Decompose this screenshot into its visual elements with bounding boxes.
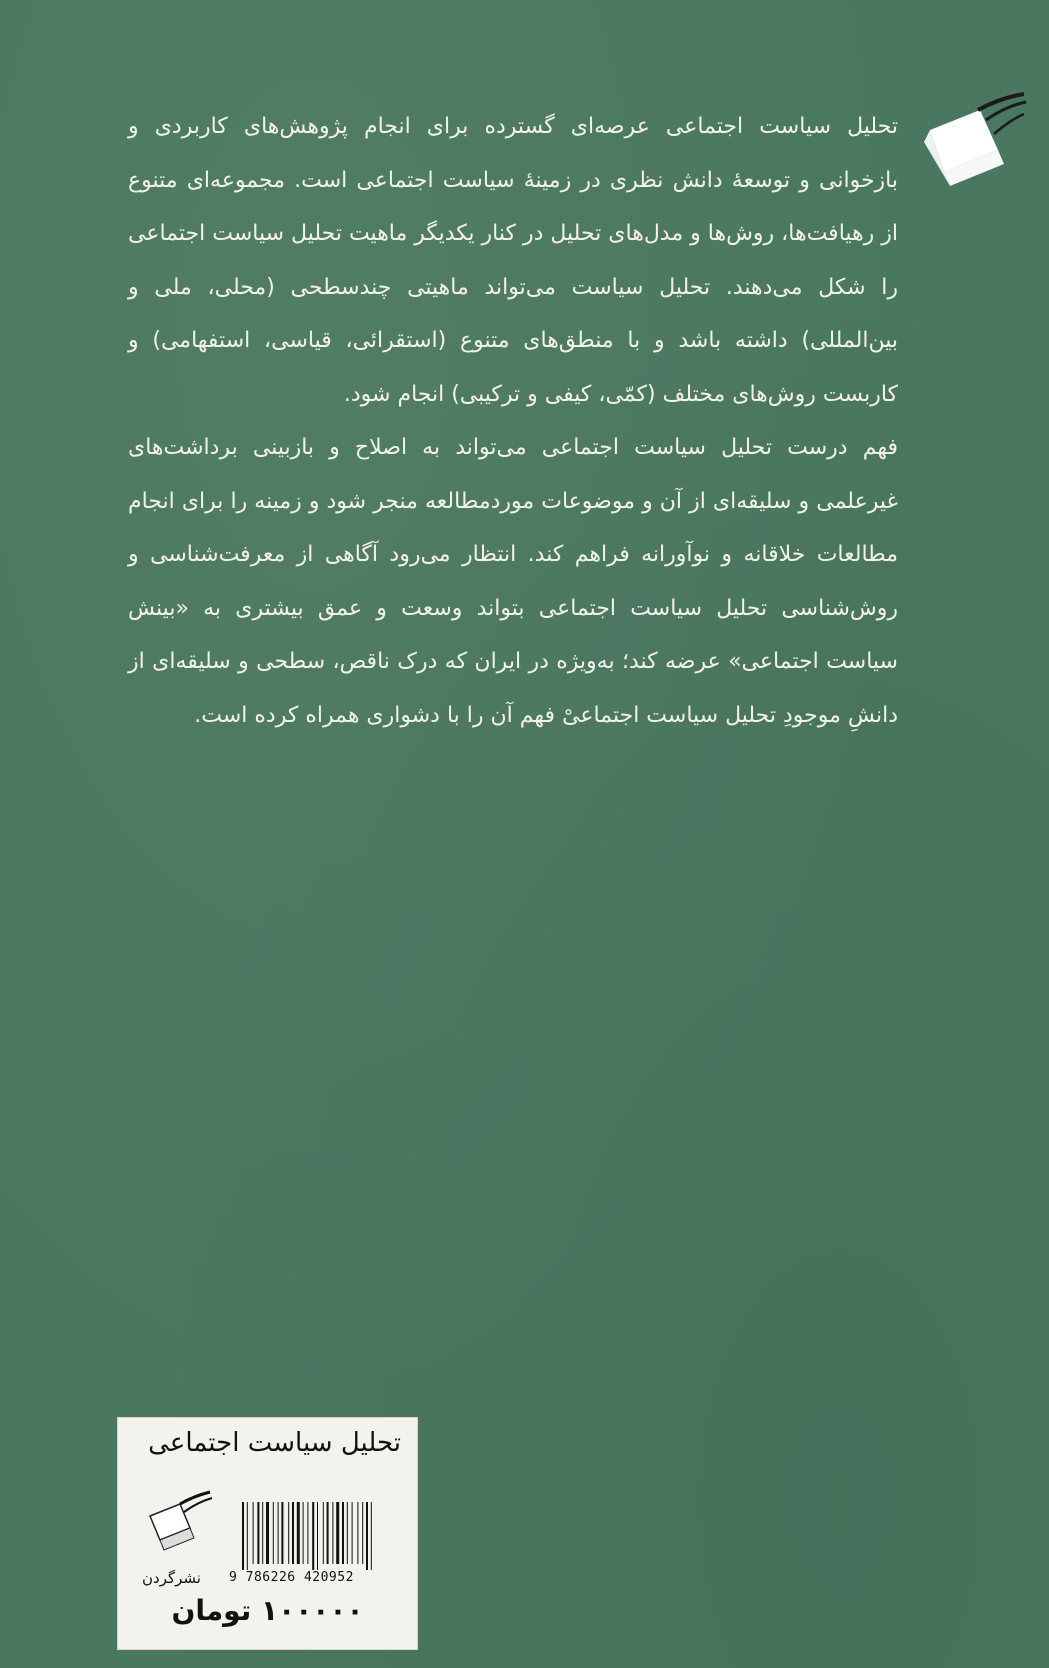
isbn-barcode <box>240 1502 400 1570</box>
barcode-bar <box>281 1502 283 1564</box>
barcode-bar <box>317 1502 318 1570</box>
barcode-bar <box>371 1502 372 1570</box>
barcode-bar <box>327 1502 329 1564</box>
barcode-bar <box>257 1502 259 1564</box>
barcode-bar <box>273 1502 274 1564</box>
barcode-bar <box>347 1502 348 1564</box>
barcode-bar <box>342 1502 344 1564</box>
barcode-bar <box>247 1502 248 1570</box>
barcode-bar <box>253 1502 254 1564</box>
blurb-paragraph: تحلیل سیاست اجتماعی عرصه‌ای گسترده برای انجام پژوهش‌های کاربردی و بازخوانی و توسعهٔ دانش نظری در زمینهٔ سیاست اجتماعی است. مجموعه‌ای متنوع از رهیافت‌ها، روش‌ها و مدل‌های تحلیل در کنار یکدیگر ماهیت تحلیل سیاست اجتماعی را شکل می‌دهند. تحلیل سیاست می‌تواند ماهیتی چندسطحی (محلی، ملی و بین‌المللی) داشته باشد و با منطق‌های متنوع (استقرائی، قیاسی، استفهامی) و کاربست روش‌های مختلف (کمّی، کیفی و ترکیبی) انجام شود. <box>128 114 898 407</box>
publisher-logo-icon <box>920 90 1030 190</box>
barcode-bar <box>297 1502 300 1564</box>
barcode-bar <box>366 1502 368 1570</box>
blurb-paragraph: فهم درست تحلیل سیاست اجتماعی می‌تواند به اصلاح و بازبینی برداشت‌های غیرعلمی و سلیقه‌ای از آن و موضوعات موردمطالعه منجر شود و زمینه را برای انجام مطالعات خلاقانه و نوآورانه فراهم کند. انتظار می‌رود آگاهی از معرفت‌شناسی و روش‌شناسی تحلیل سیاست اجتماعی بتواند وسعت و عمق بیشتری به «بینش سیاست اجتماعی» عرضه کند؛ به‌ویژه در ایران که درک ناقص، سطحی و سلیقه‌ای از دانشِ موجودِ تحلیل سیاست اجتماعیْ فهم آن را با دشواری همراه کرده است. <box>128 435 898 728</box>
price-barcode-label <box>117 1417 418 1650</box>
barcode-bar <box>292 1502 294 1564</box>
publisher-name: نشرگردن <box>142 1569 201 1587</box>
barcode-bar <box>303 1502 304 1564</box>
barcode-bar <box>312 1502 314 1570</box>
barcode-bar <box>352 1502 353 1564</box>
barcode-bar <box>288 1502 289 1564</box>
barcode-bar <box>336 1502 339 1564</box>
barcode-bar <box>262 1502 263 1564</box>
barcode-bar <box>357 1502 358 1564</box>
label-book-title: تحلیل سیاست اجتماعی <box>148 1428 401 1458</box>
isbn-number: 9 786226 420952 <box>229 1570 354 1585</box>
barcode-bar <box>323 1502 324 1564</box>
barcode-bar <box>362 1502 363 1564</box>
barcode-bar <box>307 1502 308 1564</box>
barcode-bar <box>332 1502 333 1564</box>
price-tag: ۱۰۰۰۰۰ تومان <box>171 1594 364 1627</box>
publisher-logo-icon <box>144 1490 214 1556</box>
barcode-bar <box>278 1502 279 1564</box>
barcode-bar <box>242 1502 244 1570</box>
back-cover-blurb <box>128 100 898 742</box>
barcode-bar <box>266 1502 269 1564</box>
